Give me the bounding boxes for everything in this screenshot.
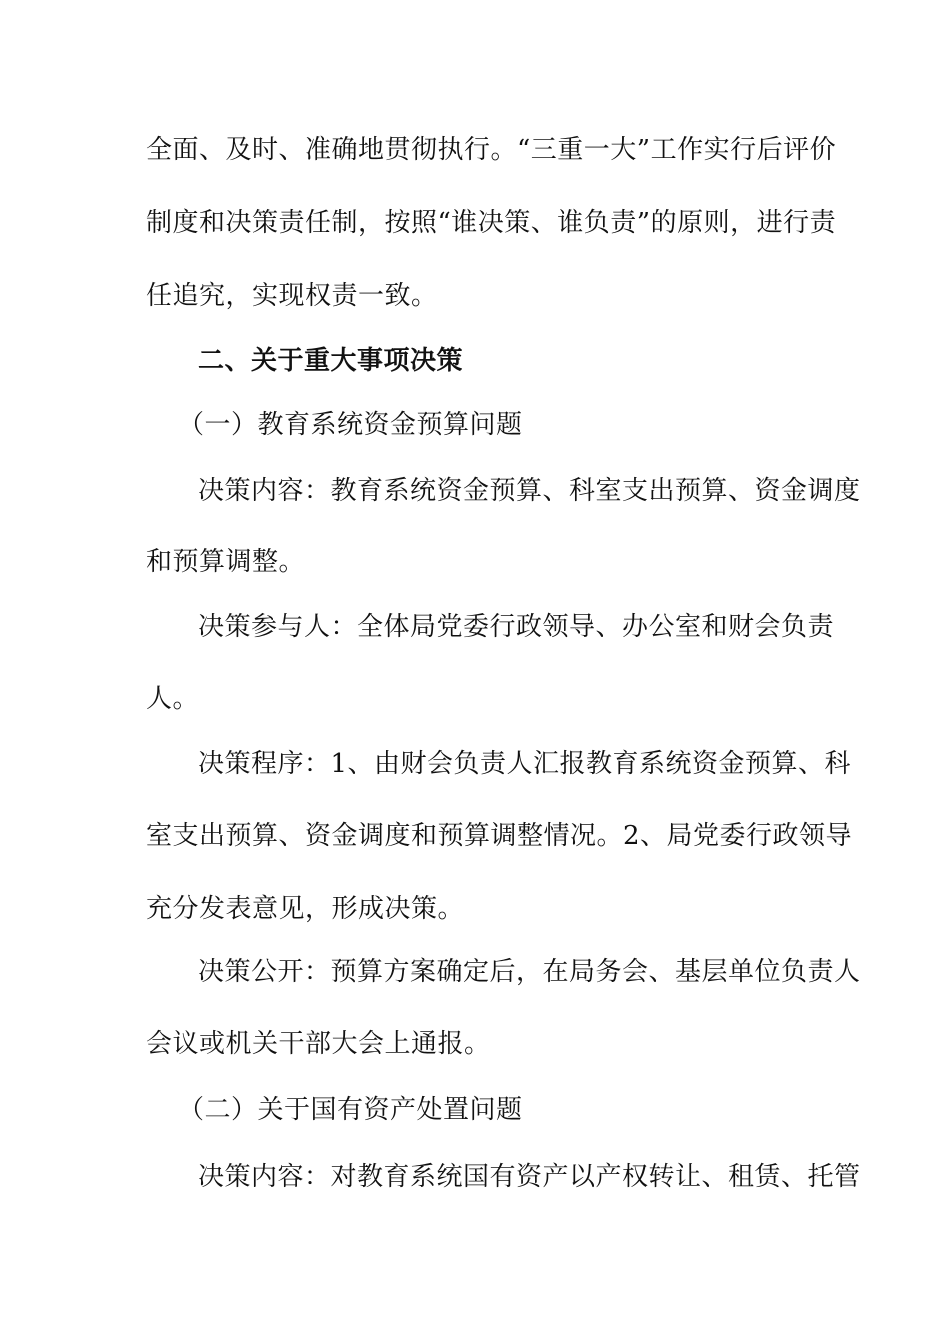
body-text-line: 和预算调整。 — [146, 547, 306, 577]
body-text-line: 决策内容：教育系统资金预算、科室支出预算、资金调度 — [198, 476, 861, 506]
section-heading: 二、关于重大事项决策 — [198, 346, 464, 376]
body-text-line: 充分发表意见，形成决策。 — [146, 894, 465, 924]
body-text-line: 决策内容：对教育系统国有资产以产权转让、租赁、托管 — [198, 1162, 861, 1192]
body-text-line: 室支出预算、资金调度和预算调整情况。2、局党委行政领导 — [146, 821, 853, 851]
body-text-line: 决策程序：1、由财会负责人汇报教育系统资金预算、科 — [198, 749, 852, 779]
body-text-line: 决策公开：预算方案确定后，在局务会、基层单位负责人 — [198, 957, 861, 987]
body-text-line: 决策参与人：全体局党委行政领导、办公室和财会负责 — [198, 612, 835, 642]
subsection-heading: （一）教育系统资金预算问题 — [178, 410, 523, 440]
body-text-line: 全面、及时、准确地贯彻执行。“三重一大”工作实行后评价 — [146, 135, 837, 165]
body-text-line: 人。 — [146, 684, 200, 714]
body-text-line: 会议或机关干部大会上通报。 — [146, 1029, 491, 1059]
subsection-heading: （二）关于国有资产处置问题 — [178, 1095, 523, 1125]
body-text-line: 制度和决策责任制，按照“谁决策、谁负责”的原则，进行责 — [146, 208, 837, 238]
body-text-line: 任追究，实现权责一致。 — [146, 281, 438, 311]
